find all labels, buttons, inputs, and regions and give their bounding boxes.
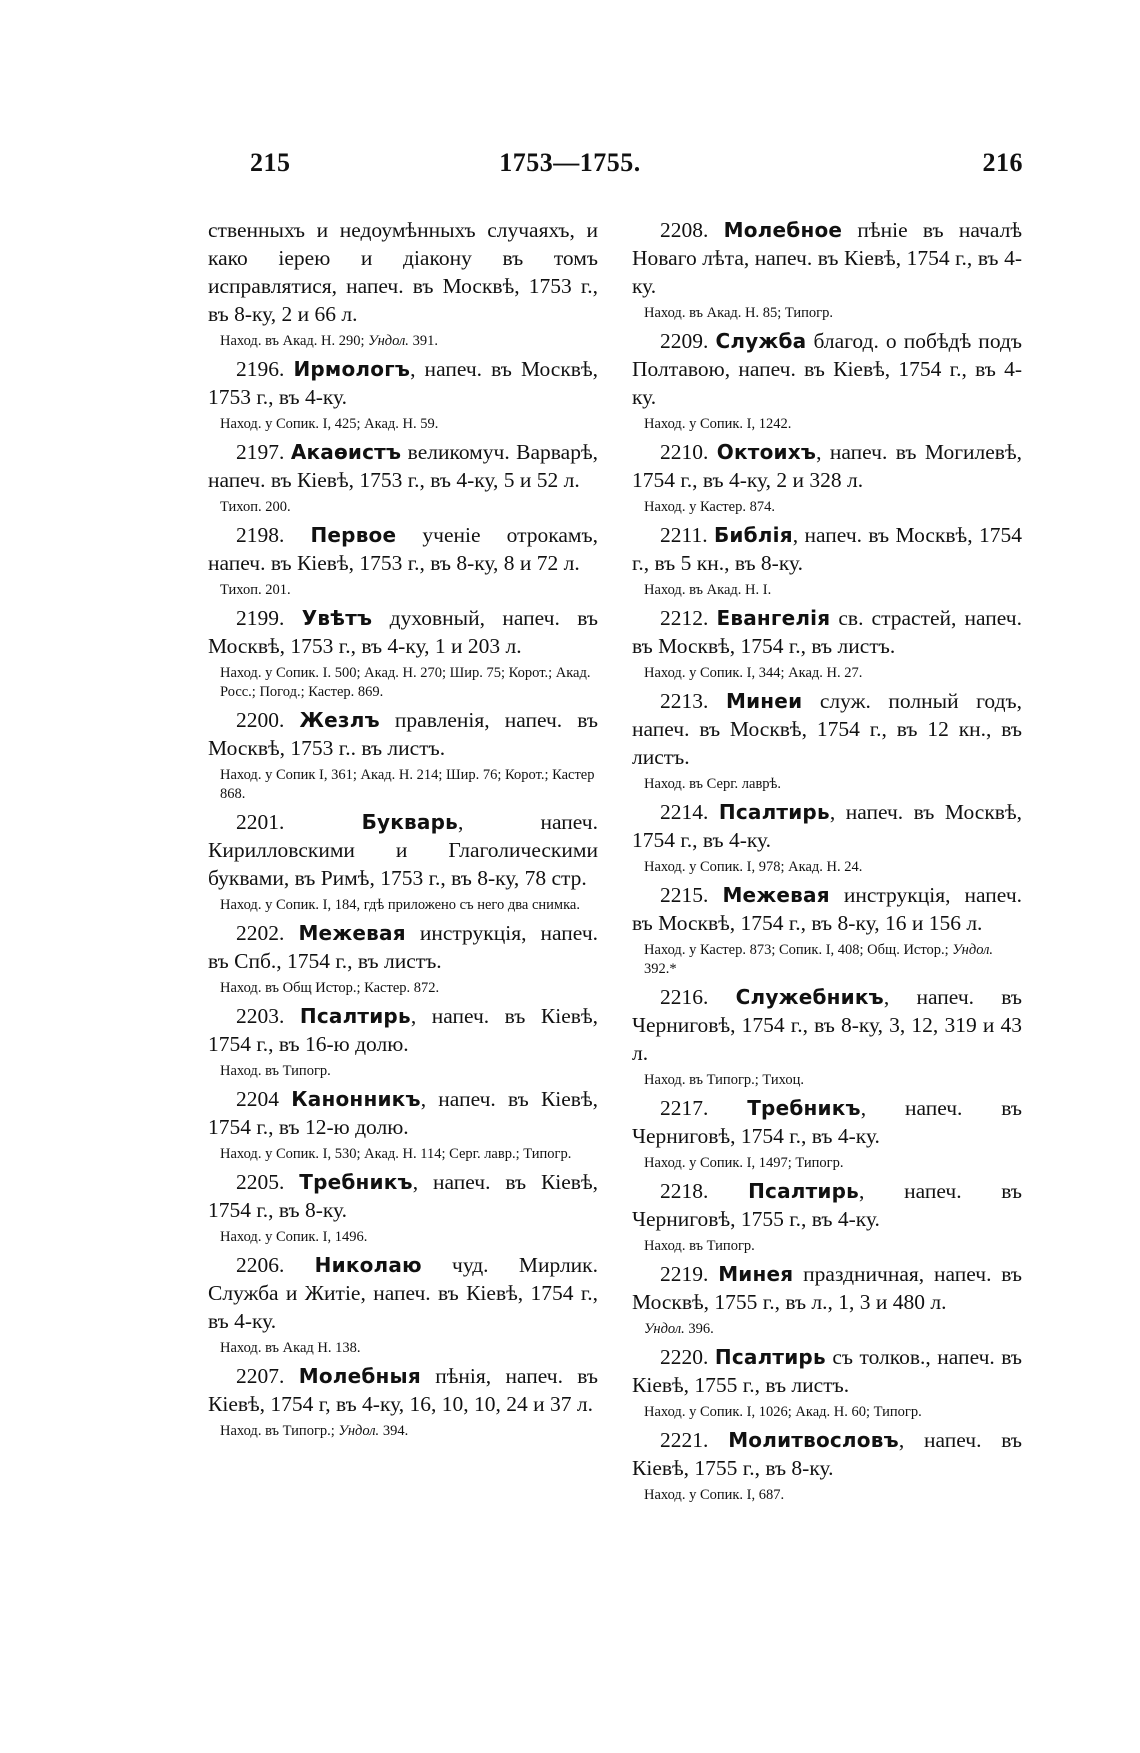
- entry-text: , напеч. въ Черниговѣ, 1755 г., въ 4-ку.: [632, 1179, 1023, 1231]
- entry-number: 2217.: [660, 1096, 709, 1120]
- entry-number: 2212.: [660, 606, 709, 630]
- entry-title: Увѣтъ: [301, 606, 373, 630]
- entry-source: [220, 332, 598, 351]
- entry-number: 2203.: [236, 1004, 285, 1028]
- catalog-entry: [208, 1085, 598, 1141]
- source-text: Наход. въ Акад. Н. I.: [644, 582, 772, 598]
- right-column: [632, 216, 1022, 1509]
- entry-source: [220, 1062, 598, 1081]
- entry-title: Псалтирь: [299, 1004, 411, 1028]
- catalog-entry: [208, 919, 598, 975]
- source-text: Наход. у Сопик. I, 687.: [644, 1487, 785, 1503]
- entry-number: 2208.: [660, 218, 709, 242]
- catalog-entry: [632, 798, 1022, 854]
- source-text: Наход. у Сопик. I, 425; Акад. Н. 59.: [220, 416, 439, 432]
- catalog-entry: [632, 216, 1022, 300]
- entry-text: , напеч. въ Кіевѣ, 1754 г., въ 16-ю долю.: [208, 1004, 598, 1056]
- entry-number: 2213.: [660, 689, 709, 713]
- source-text: Наход. у Сопик. I, 1026; Акад. Н. 60; Типогр.: [644, 1404, 922, 1420]
- source-italic: Ундол.: [338, 1423, 380, 1439]
- entry-source: [220, 979, 598, 998]
- entry-text: инструкція, напеч. въ Москвѣ, 1754 г., въ 8-ку, 16 и 156 л.: [632, 883, 1023, 935]
- entry-title: Букварь: [361, 810, 458, 834]
- source-text: Наход. въ Общ Истор.; Кастер. 872.: [220, 980, 440, 996]
- entry-text: св. страстей, напеч. въ Москвѣ, 1754 г., въ листъ.: [632, 606, 1022, 658]
- catalog-entry: [632, 604, 1022, 660]
- catalog-entry: [632, 1343, 1022, 1399]
- entry-title: Служебникъ: [735, 985, 884, 1009]
- entry-source: [220, 1339, 598, 1358]
- entry-title: Минеи: [725, 689, 803, 713]
- source-italic: Ундол.: [368, 333, 409, 349]
- source-text: 396.: [684, 1321, 714, 1337]
- entry-text: , напеч. въ Черниговѣ, 1754 г., въ 8-ку, 3, 12, 319 и 43 л.: [632, 985, 1023, 1065]
- source-text: Наход. у Сопик I, 361; Акад. Н. 214; Шир. 76; Корот.; Кастер 868.: [220, 767, 595, 802]
- source-text: Наход. у Кастер. 873; Сопик. I, 408; Общ. Истор.;: [644, 942, 953, 958]
- source-text: 392.*: [644, 961, 677, 977]
- entry-title: Евангелія: [716, 606, 831, 630]
- catalog-entry: [208, 808, 598, 892]
- entry-title: Межевая: [298, 921, 406, 945]
- entry-text: пѣніе въ началѣ Новаго лѣта, напеч. въ Кіевѣ, 1754 г., въ 4-ку.: [632, 218, 1022, 298]
- catalog-entry: [208, 706, 598, 762]
- entry-source: [644, 1154, 1022, 1173]
- entry-number: 2219.: [660, 1262, 709, 1286]
- entry-text: великомуч. Варварѣ, напеч. въ Кіевѣ, 1753 г., въ 4-ку, 5 и 52 л.: [208, 440, 598, 492]
- entry-title: Ирмологъ: [293, 357, 411, 381]
- entry-number: 2211.: [660, 523, 708, 547]
- source-italic: Ундол.: [952, 942, 994, 958]
- entry-continuation: [208, 216, 598, 328]
- catalog-entry: [208, 1002, 598, 1058]
- entry-text: чуд. Мирлик. Служба и Житіе, напеч. въ Кіевѣ, 1754 г., въ 4-ку.: [208, 1253, 598, 1333]
- entry-source: [220, 896, 598, 915]
- source-text: Наход. у Сопик. I, 184, гдѣ приложено съ него два снимка.: [220, 897, 580, 913]
- entry-text: , напеч. въ Черниговѣ, 1754 г., въ 4-ку.: [632, 1096, 1023, 1148]
- entry-text: пѣнія, напеч. въ Кіевѣ, 1754 г, въ 4-ку, 16, 10, 10, 24 и 37 л.: [208, 1364, 599, 1416]
- entry-text: , напеч. въ Москвѣ, 1754 г., въ 4-ку.: [632, 800, 1022, 852]
- entry-text: , напеч. въ Кіевѣ, 1754 г., въ 8-ку.: [208, 1170, 599, 1222]
- entry-number: 2220.: [660, 1345, 709, 1369]
- source-text: Наход. въ Типогр.;: [220, 1423, 339, 1439]
- entry-title: Псалтирь: [748, 1179, 860, 1203]
- entry-source: [644, 581, 1022, 600]
- entry-title: Псалтирь: [718, 800, 830, 824]
- source-text: Наход. въ Типогр.; Тихоц.: [644, 1072, 805, 1088]
- page-number-right: 216: [982, 148, 1023, 177]
- entry-text: служ. полный годъ, напеч. въ Москвѣ, 1754 г., въ 12 кн., въ листъ.: [632, 689, 1022, 769]
- running-header-years: 1753—1755.: [499, 148, 641, 177]
- entry-text: правленія, напеч. въ Москвѣ, 1753 г.. въ листъ.: [208, 708, 598, 760]
- entry-number: 2205.: [236, 1170, 285, 1194]
- entry-number: 2201.: [236, 810, 285, 834]
- entry-number: 2218.: [660, 1179, 709, 1203]
- entry-source: [644, 858, 1022, 877]
- catalog-entry: [208, 1168, 598, 1224]
- entry-source: [220, 766, 598, 804]
- source-text: Тихоп. 201.: [220, 582, 291, 598]
- source-text: Наход. въ Акад. Н. 85; Типогр.: [644, 305, 833, 321]
- entry-number: 2207.: [236, 1364, 285, 1388]
- entry-source: [644, 498, 1022, 517]
- entry-text: съ толков., напеч. въ Кіевѣ, 1755 г., въ листъ.: [632, 1345, 1022, 1397]
- entry-source: [220, 1145, 598, 1164]
- entry-source: [644, 1486, 1022, 1505]
- entry-source: [220, 664, 598, 702]
- entry-source: [644, 1071, 1022, 1090]
- entry-source: [644, 304, 1022, 323]
- source-text: Наход. у Сопик. I, 1497; Типогр.: [644, 1155, 844, 1171]
- entry-number: 2221.: [660, 1428, 709, 1452]
- entry-number: 2206.: [236, 1253, 285, 1277]
- entry-title: Акаѳистъ: [290, 440, 402, 464]
- catalog-entry: [208, 604, 598, 660]
- source-text: Наход. у Сопик. I, 344; Акад. Н. 27.: [644, 665, 863, 681]
- source-italic: Ундол.: [644, 1321, 685, 1337]
- entry-source: [644, 415, 1022, 434]
- catalog-entry: [208, 355, 598, 411]
- entry-title: Жезлъ: [299, 708, 380, 732]
- entry-title: Первое: [310, 523, 397, 547]
- source-text: Наход. въ Акад. Н. 290;: [220, 333, 369, 349]
- source-text: 391.: [408, 333, 438, 349]
- catalog-entry: [632, 687, 1022, 771]
- entry-title: Николаю: [314, 1253, 422, 1277]
- source-text: Наход. въ Серг. лаврѣ.: [644, 776, 782, 792]
- entry-title: Требникъ: [747, 1096, 861, 1120]
- entry-number: 2202.: [236, 921, 285, 945]
- page-number-left: 215: [250, 148, 291, 177]
- entry-source: [644, 1237, 1022, 1256]
- entry-source: [644, 1320, 1022, 1339]
- entry-source: [644, 1403, 1022, 1422]
- source-text: Наход. въ Типогр.: [644, 1238, 755, 1254]
- left-column: [208, 216, 598, 1445]
- entry-number: 2209.: [660, 329, 709, 353]
- entry-title: Канонникъ: [291, 1087, 421, 1111]
- catalog-entry: [632, 327, 1022, 411]
- entry-number: 2198.: [236, 523, 285, 547]
- catalog-entry: [208, 521, 598, 577]
- entry-title: Молитвословъ: [728, 1428, 899, 1452]
- source-text: Наход. у Сопик. I, 530; Акад. Н. 114; Серг. лавр.; Типогр.: [220, 1146, 572, 1162]
- source-text: Наход. у Кастер. 874.: [644, 499, 775, 515]
- catalog-entry: [632, 1094, 1022, 1150]
- entry-number: 2200.: [236, 708, 285, 732]
- source-text: Наход. у Сопик. I. 500; Акад. Н. 270; Шир. 75; Корот.; Акад. Росс.; Погод.; Кастер. 869.: [220, 665, 591, 700]
- entry-source: [220, 415, 598, 434]
- source-text: Тихоп. 200.: [220, 499, 291, 515]
- entry-number: 2215.: [660, 883, 709, 907]
- entry-number: 2210.: [660, 440, 709, 464]
- entry-title: Молебныя: [298, 1364, 421, 1388]
- entry-source: [220, 581, 598, 600]
- entry-text: , напеч. въ Кіевѣ, 1755 г., въ 8-ку.: [632, 1428, 1023, 1480]
- catalog-entry: [208, 438, 598, 494]
- entry-text: , напеч. въ Могилевѣ, 1754 г., въ 4-ку, 2 и 328 л.: [632, 440, 1023, 492]
- entry-text: инструкція, напеч. въ Спб., 1754 г., въ листъ.: [208, 921, 599, 973]
- entry-title: Октоихъ: [716, 440, 817, 464]
- source-text: Наход. въ Типогр.: [220, 1063, 331, 1079]
- source-text: Наход. у Сопик. I, 978; Акад. Н. 24.: [644, 859, 863, 875]
- entry-text: , напеч. въ Москвѣ, 1753 г., въ 4-ку.: [208, 357, 598, 409]
- catalog-entry: [632, 438, 1022, 494]
- source-text: Наход. въ Акад Н. 138.: [220, 1340, 361, 1356]
- entry-number: 2214.: [660, 800, 709, 824]
- entry-source: [220, 1228, 598, 1247]
- entry-text: ственныхъ и недоумѣнныхъ случаяхъ, и како іерею и діакону въ томъ исправлятися, напеч. въ Москвѣ, 1753 г., въ 8-ку, 2 и 66 л.: [208, 218, 598, 326]
- entry-source: [644, 941, 1022, 979]
- entry-number: 2199.: [236, 606, 285, 630]
- catalog-entry: [632, 881, 1022, 937]
- entry-text: ученіе отрокамъ, напеч. въ Кіевѣ, 1753 г., въ 8-ку, 8 и 72 л.: [208, 523, 598, 575]
- entry-title: Требникъ: [299, 1170, 413, 1194]
- entry-title: Псалтирь: [714, 1345, 826, 1369]
- entry-text: , напеч. въ Москвѣ, 1754 г., въ 5 кн., въ 8-ку.: [632, 523, 1022, 575]
- entry-source: [644, 664, 1022, 683]
- entry-text: благод. о побѣдѣ подъ Полтавою, напеч. въ Кіевѣ, 1754 г., въ 4-ку.: [632, 329, 1023, 409]
- catalog-entry: [632, 1260, 1022, 1316]
- entry-source: [220, 1422, 598, 1441]
- source-text: Наход. у Сопик. I, 1496.: [220, 1229, 368, 1245]
- catalog-entry: [632, 983, 1022, 1067]
- entry-text: , напеч. въ Кіевѣ, 1754 г., въ 12-ю долю.: [208, 1087, 599, 1139]
- entry-number: 2196.: [236, 357, 285, 381]
- entry-text: духовный, напеч. въ Москвѣ, 1753 г., въ 4-ку, 1 и 203 л.: [208, 606, 599, 658]
- entry-source: [220, 498, 598, 517]
- catalog-entry: [632, 1177, 1022, 1233]
- entry-source: [644, 775, 1022, 794]
- entry-text: , напеч. Кирилловскими и Глаголическими буквами, въ Римѣ, 1753 г., въ 8-ку, 78 стр.: [208, 810, 598, 890]
- entry-title: Служба: [715, 329, 807, 353]
- catalog-entry: [632, 1426, 1022, 1482]
- catalog-entry: [208, 1251, 598, 1335]
- entry-title: Молебное: [723, 218, 843, 242]
- entry-title: Межевая: [722, 883, 830, 907]
- catalog-entry: [208, 1362, 598, 1418]
- entry-number: 2204: [236, 1087, 279, 1111]
- entry-title: Минея: [718, 1262, 794, 1286]
- entry-number: 2216.: [660, 985, 709, 1009]
- source-text: 394.: [379, 1423, 409, 1439]
- entry-title: Библія: [713, 523, 793, 547]
- entry-number: 2197.: [236, 440, 285, 464]
- catalog-entry: [632, 521, 1022, 577]
- entry-text: праздничная, напеч. въ Москвѣ, 1755 г., въ л., 1, 3 и 480 л.: [632, 1262, 1022, 1314]
- source-text: Наход. у Сопик. I, 1242.: [644, 416, 792, 432]
